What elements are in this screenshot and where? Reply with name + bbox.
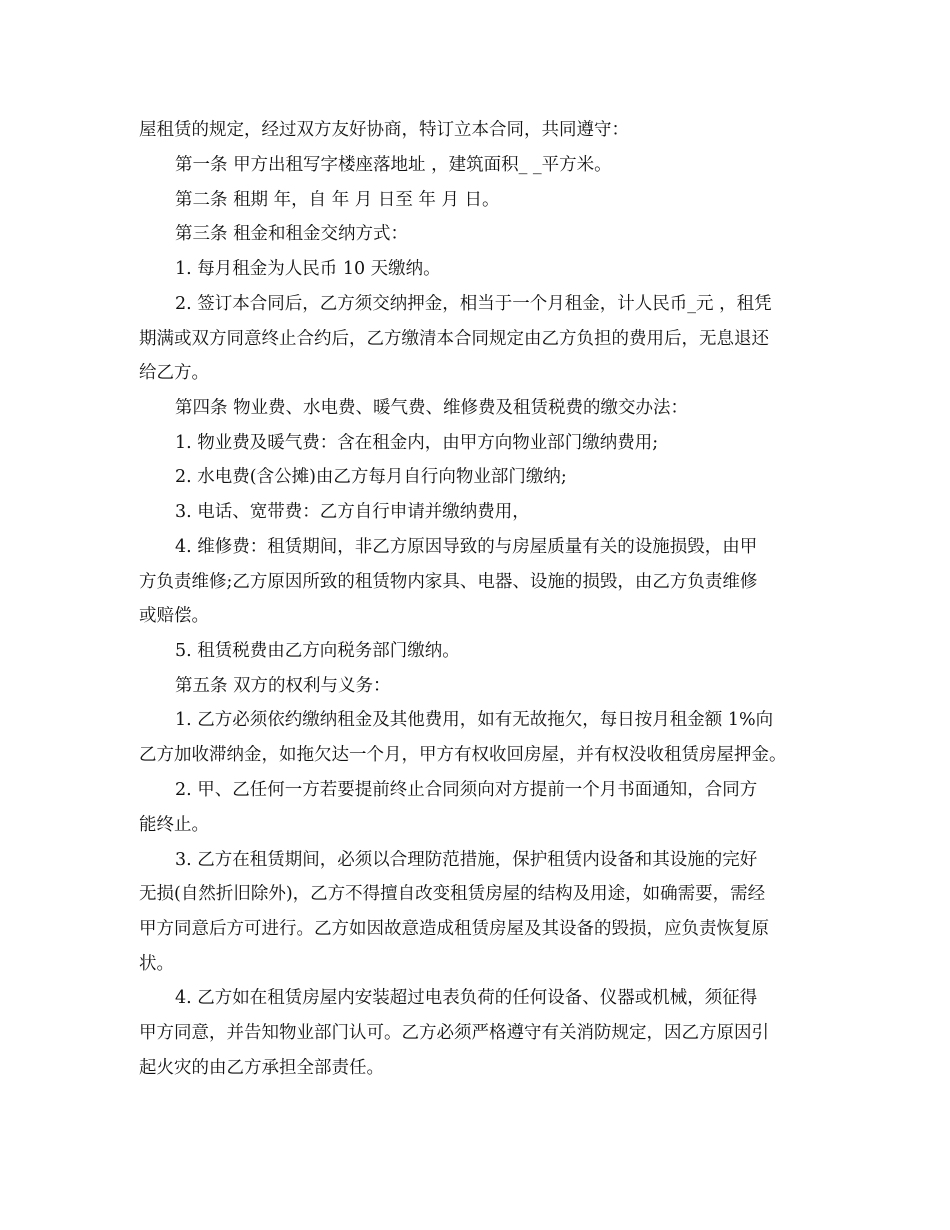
- text-line: 2. 水电费(含公摊)由乙方每月自行向物业部门缴纳;: [175, 467, 567, 487]
- text-line: 状。: [139, 954, 174, 974]
- text-line: 给乙方。: [139, 363, 209, 383]
- text-line: 5. 租赁税费由乙方向税务部门缴纳。: [175, 641, 460, 661]
- text-line: 4. 维修费：租赁期间，非乙方原因导致的与房屋质量有关的设施损毁，由甲: [175, 537, 758, 557]
- text-line: 3. 乙方在租赁期间，必须以合理防范措施，保护租赁内设备和其设施的完好: [175, 850, 758, 870]
- text-line: 第一条 甲方出租写字楼座落地址 ，建筑面积_ _平方米。: [175, 155, 612, 175]
- text-line: 方负责维修;乙方原因所致的租赁物内家具、电器、设施的损毁，由乙方负责维修: [139, 572, 758, 592]
- text-line: 甲方同意，并告知物业部门认可。乙方必须严格遵守有关消防规定，因乙方原因引: [139, 1023, 769, 1043]
- text-line: 期满或双方同意终止合约后，乙方缴清本合同规定由乙方负担的费用后，无息退还: [139, 329, 769, 349]
- text-line: 甲方同意后方可进行。乙方如因故意造成租赁房屋及其设备的毁损，应负责恢复原: [139, 919, 769, 939]
- text-line: 2. 甲、乙任何一方若要提前终止合同须向对方提前一个月书面通知，合同方: [175, 780, 758, 800]
- text-line: 第四条 物业费、水电费、暖气费、维修费及租赁税费的缴交办法：: [175, 398, 689, 418]
- text-line: 屋租赁的规定，经过双方友好协商，特订立本合同，共同遵守：: [139, 120, 629, 140]
- text-line: 第二条 租期 年，自 年 月 日至 年 月 日。: [175, 190, 500, 210]
- text-line: 乙方加收滞纳金，如拖欠达一个月，甲方有权收回房屋，并有权没收租赁房屋押金。: [139, 745, 787, 765]
- text-line: 起火灾的由乙方承担全部责任。: [139, 1058, 384, 1078]
- text-line: 4. 乙方如在租赁房屋内安装超过电表负荷的任何设备、仪器或机械，须征得: [175, 988, 758, 1008]
- text-line: 无损(自然折旧除外)，乙方不得擅自改变租赁房屋的结构及用途，如确需要，需经: [139, 884, 766, 904]
- text-line: 1. 每月租金为人民币 10 天缴纳。: [175, 259, 441, 279]
- text-line: 第三条 租金和租金交纳方式：: [175, 224, 409, 244]
- text-line: 2. 签订本合同后，乙方须交纳押金，相当于一个月租金，计人民币_元 ，租凭: [175, 294, 772, 314]
- text-line: 1. 乙方必须依约缴纳租金及其他费用，如有无故拖欠，每日按月租金额 1%向: [175, 710, 774, 730]
- text-line: 1. 物业费及暖气费：含在租金内，由甲方向物业部门缴纳费用;: [175, 433, 659, 453]
- text-line: 3. 电话、宽带费：乙方自行申请并缴纳费用，: [175, 502, 530, 522]
- text-line: 第五条 双方的权利与义务：: [175, 676, 391, 696]
- text-line: 或赔偿。: [139, 606, 209, 626]
- text-line: 能终止。: [139, 815, 209, 835]
